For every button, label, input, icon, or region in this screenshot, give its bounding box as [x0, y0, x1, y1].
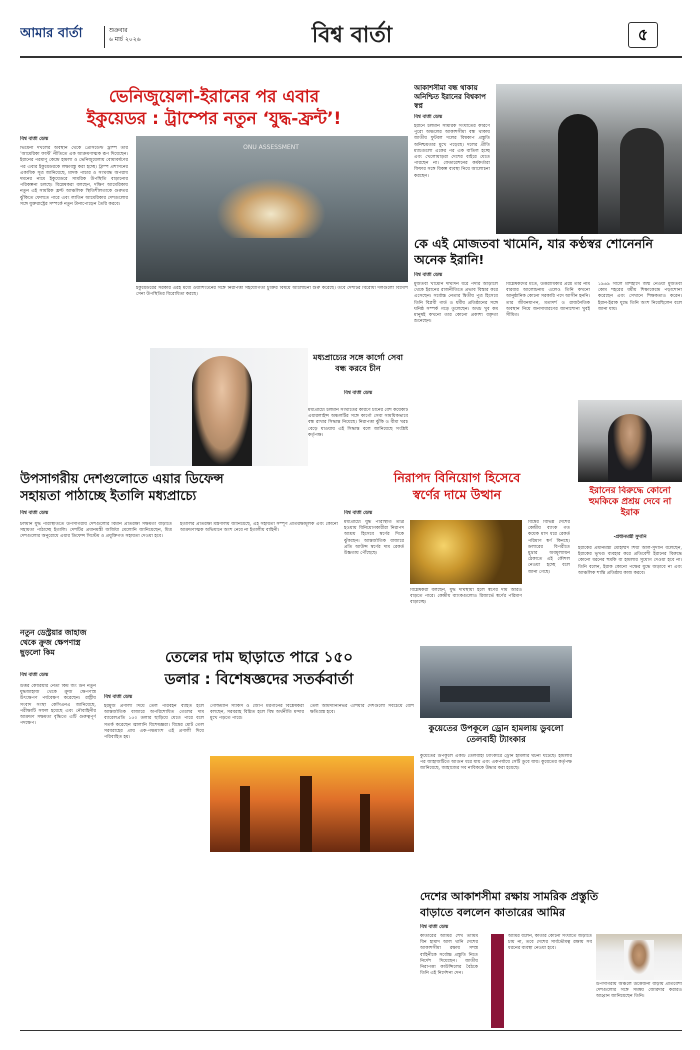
qatar-flag-photo: [482, 934, 504, 1028]
article-body-col3: বিশ্বের বিভিন্ন দেশের কেন্দ্রীয় ব্যাংক গত কয়েক মাস ধরে রেকর্ড পরিমাণ স্বর্ণ কিনছে। ডলারের বিপরীতে মুদ্রার অবমূল্যায়ন ঠেকাতে এই কৌশল নেওয়া হচ্ছে বলে জানা গেছে।: [528, 520, 570, 575]
tower: [300, 776, 312, 852]
tanker-shape: [440, 686, 550, 702]
article-khamenei: [414, 236, 682, 396]
byline: বিশ্ব বার্তা ডেস্ক: [20, 511, 49, 516]
article-kuwait: [420, 646, 572, 782]
meloni-photo: [150, 348, 308, 466]
article-body: কুয়েতের উপকূলে একটি তেলবাহী ট্যাংকারে ড্রোন হামলার ঘটনা ঘটেছে। হামলার পর জাহাজটিতে আগুন ধরে যায় এবং একপর্যায়ে সেটি ডুবে যায়। কুয়েতের কর্তৃপক্ষ জানিয়েছে, জাহাজের সব নাবিককে উদ্ধার করা হয়েছে।: [420, 754, 572, 772]
issue-date: [104, 26, 164, 48]
article-gold: [344, 470, 570, 646]
khamenei-photo: [496, 84, 682, 234]
headline-line-2: স্বর্ণের দামে উত্থান: [412, 487, 502, 502]
article-iran-worldcup: [414, 84, 490, 234]
article-qatar: [420, 888, 682, 1028]
article-body: উত্তর কোরিয়ার নেতা কিম জং উন নতুন যুদ্ধজাহাজ থেকে ক্রুজ ক্ষেপণাস্ত্র উৎক্ষেপণ পর্যবেক্ষণ করেছেন। রাষ্ট্রীয় সংবাদ সংস্থা কেসিএনএ জানিয়েছে, পরীক্ষাটি সফল হয়েছে এবং নৌবাহিনীর আক্রমণ সক্ষমতা বৃদ্ধিতে এটি গুরুত্বপূর্ণ পদক্ষেপ।: [20, 684, 96, 727]
article-body-col2: ইকুয়েডরের সরকার এরই মধ্যে ওয়াশিংটনের সঙ্গে নিরাপত্তা সহযোগিতা চুক্তির বিষয়ে আলোচনা শুরু করেছে। তবে দেশটির বিরোধী দলগুলো বিদেশি সেনা উপস্থিতির বিরোধিতা করছে।: [136, 286, 408, 298]
article-iraq: [578, 486, 682, 736]
article-body-col2: বিশ্লেষকদের মতে, উত্তরাধিকার প্রশ্নে তার নাম বারবার আলোচনায় এলেও তিনি কখনো আনুষ্ঠানিক কোনো সরকারি পদে আসীন হননি। তার জীবনযাপন, মতাদর্শ ও রাজনৈতিক অবস্থান নিয়ে জনসাধারণের জানাশোনা খুবই সীমিত।: [506, 282, 590, 319]
article-italy: [20, 470, 338, 620]
article-body-col2: বিশ্লেষকরা বলছেন, যুদ্ধ দীর্ঘস্থায়ী হলে স্বর্ণের দাম আরও বাড়তে পারে। কেন্দ্রীয় ব্যাংকগুলোও রিজার্ভে স্বর্ণের পরিমাণ বাড়াচ্ছে।: [410, 588, 522, 606]
sudani-photo: [578, 400, 682, 482]
headline: কুয়েতের উপকূলে ড্রোন হামলায় ডুবলো তেলবাহী ট্যাংকার: [428, 724, 564, 745]
gold-photo: [410, 520, 522, 584]
masthead: [20, 14, 682, 60]
headline: ইরানের বিরুদ্ধে কোনো হুমকিকে প্রশ্রয় দেবে না ইরাক: [588, 486, 672, 518]
tower: [360, 794, 370, 852]
byline: বিশ্ব বার্তা ডেস্ক: [414, 273, 443, 278]
headline: কে এই মোজতবা খামেনি, যার কণ্ঠস্বর শোনেননি অনেক ইরানি!: [414, 236, 653, 267]
headline: আকাশসীমা বন্ধ থাকায় অনিশ্চিত ইরানের বিশ্বকাপ স্বপ্ন: [414, 84, 486, 110]
face: [192, 356, 252, 466]
article-body-col1: মুজতবা খামেনি দীর্ঘদিন ধরে পর্দার আড়ালে থেকে ইরানের রাজনীতিতে প্রভাব বিস্তার করে এসেছেন। সর্বোচ্চ নেতার দ্বিতীয় পুত্র হিসেবে তিনি বিপ্লবী গার্ড ও ধর্মীয় প্রতিষ্ঠানের সঙ্গে ঘনিষ্ঠ সম্পর্ক গড়ে তুলেছেন। অথচ খুব কম মানুষই কখনো তার কোনো প্রকাশ্য বক্তৃতা শুনেছেন।: [414, 282, 498, 325]
byline: -প্রধানমন্ত্রী সুদানি: [613, 535, 647, 540]
article-body-col3: উপসাগরীয় অঞ্চলে উত্তেজনা বাড়ায় প্রতিবেশী দেশগুলোর সঙ্গে সমন্বয় জোরদার করারও আহ্বান জানিয়েছেন তিনি।: [596, 982, 682, 1000]
emir-photo: [596, 934, 682, 980]
logo: আমার বার্তা: [20, 26, 83, 41]
byline: বিশ্ব বার্তা ডেস্ক: [343, 391, 373, 396]
face: [624, 940, 654, 980]
headline-line-1: তেলের দাম ছাড়াতে পারে ১৫০: [164, 648, 354, 666]
byline: বিশ্ব বার্তা ডেস্ক: [344, 511, 373, 516]
headline: মধ্যপ্রাচ্যের সঙ্গে কার্গো সেবা বন্ধ করবে চীন: [313, 353, 403, 373]
article-body-col1: চলমান যুদ্ধ পরিস্থিতিতে উপসাগরীয় দেশগুলোর বিমান প্রতিরক্ষা সক্ষমতা বাড়াতে সহায়তা পাঠাচ্ছে ইতালি। দেশটির প্রধানমন্ত্রী জর্জিয়া মেলোনি জানিয়েছেন, মিত্র দেশগুলোর অনুরোধে এয়ার ডিফেন্স সিস্টেম ও প্রযুক্তিগত সহায়তা দেওয়া হবে।: [20, 522, 172, 540]
headline-line-2: ইকুয়েডর : ট্রাম্পের নতুন ‘যুদ্ধ-ফ্রন্ট’!: [86, 109, 342, 128]
headline: নতুন ডেস্ট্রয়ার জাহাজ থেকে ক্রুজ ক্ষেপণাস্ত্র ছুড়লো কিম: [20, 628, 87, 657]
article-oil: [104, 646, 414, 886]
page-number: ৫: [628, 22, 658, 48]
headline-line-2: সহায়তা পাঠাচ্ছে ইতালি মধ্যপ্রাচ্যে: [20, 489, 197, 503]
issue-date-text: ৬ মার্চ ২০২৬: [109, 36, 141, 43]
article-body-col2: আমির বলেন, কাতার কোনো সংঘাতে জড়াতে চায় না, তবে দেশের সার্বভৌমত্ব রক্ষায় সব ধরনের ব্যবস্থা নেওয়া হবে।: [508, 934, 592, 952]
photo-caption: ONU ASSESSMENT: [243, 144, 299, 151]
article-body-col2: ইতালির প্রতিরক্ষা মন্ত্রণালয় জানিয়েছে, এই সহায়তা সম্পূর্ণ প্রতিরক্ষামূলক এবং কোনো আক্রমণাত্মক অভিযানে অংশ নেবে না ইতালীয় বাহিনী।: [180, 522, 338, 534]
byline: বিশ্ব বার্তা ডেস্ক: [20, 137, 49, 142]
article-body-col1: ভিয়েনা দখলের অবস্থান থেকে প্রেসিডেন্ট ট্রাম্প তার ‘আমেরিকা ফার্স্ট’ নীতিতে এক আক্রমণাত্মক রূপ দিয়েছেন। ইরানের পরমাণু কেন্দ্রে হামলা ও ভেনিজুয়েলায় বোমাবর্ষণের পর এবার ইকুয়েডরকে লক্ষ্যবস্তু করা হচ্ছে। ট্রাম্প প্রশাসনের একাধিক সূত্র জানিয়েছে, মাদক পাচার ও সংঘবদ্ধ অপরাধ দমনের নামে ইকুয়েডরে সামরিক উপস্থিতি বাড়ানোর পরিকল্পনা চলছে। বিশ্লেষকরা বলছেন, দক্ষিণ আমেরিকায় নতুন এই সামরিক ফ্রন্ট আঞ্চলিক স্থিতিশীলতাকে গুরুতর ঝুঁকিতে ফেলতে পারে এবং লাতিন আমেরিকার দেশগুলোর সঙ্গে যুক্তরাষ্ট্রের সম্পর্কে নতুন টানাপোড়েন তৈরি করবে।: [20, 146, 128, 207]
figure: [620, 128, 664, 234]
tanker-photo: [420, 646, 572, 718]
oil-refinery-photo: [210, 756, 414, 852]
masthead-rule: [20, 56, 682, 58]
headline-line-1: নিরাপদ বিনিয়োগ হিসেবে: [393, 470, 521, 485]
article-body-col1: মধ্যপ্রাচ্যে যুদ্ধ পরিস্থিতি তীব্র হওয়ায় বিনিয়োগকারীরা নিরাপদ আশ্রয় হিসেবে স্বর্ণের দিকে ঝুঁকছেন। আন্তর্জাতিক বাজারে প্রতি আউন্স স্বর্ণের দাম রেকর্ড উচ্চতায় পৌঁছেছে।: [344, 520, 404, 557]
byline: বিশ্ব বার্তা ডেস্ক: [420, 925, 449, 930]
headline-line-2: ডলার : বিশেষজ্ঞদের সতর্কবার্তা: [164, 670, 354, 688]
page-bottom-rule: [20, 1030, 682, 1031]
missile-photo: [136, 136, 408, 282]
byline: বিশ্ব বার্তা ডেস্ক: [414, 115, 443, 120]
byline: বিশ্ব বার্তা ডেস্ক: [104, 695, 133, 700]
figure: [558, 114, 598, 234]
article-body-col1: কাতারের আমির শেখ তামিম বিন হামাদ আল থানি দেশের আকাশসীমা রক্ষায় সশস্ত্র বাহিনীকে সর্বোচ্চ প্রস্তুতি নিতে নির্দেশ দিয়েছেন। জাতীয় নিরাপত্তা কাউন্সিলের বৈঠকে তিনি এই নির্দেশনা দেন।: [420, 934, 478, 977]
article-body: ইরানে চলমান সামরিক সংঘাতের কারণে পুরো অঞ্চলের আকাশসীমা বন্ধ থাকায় জাতীয় ফুটবল দলের বিশ্বকাপ প্রস্তুতি অনিশ্চয়তার মুখে পড়েছে। দলের প্রীতি ম্যাচগুলো একের পর এক বাতিল হচ্ছে এবং খেলোয়াড়রা দেশের বাইরে যেতে পারছেন না। ফেডারেশনের কর্মকর্তারা ফিফার সঙ্গে বিকল্প ব্যবস্থা নিয়ে আলোচনা করছেন।: [414, 124, 490, 179]
tower: [240, 786, 250, 852]
byline: বিশ্ব বার্তা ডেস্ক: [20, 673, 49, 678]
face: [608, 414, 652, 482]
china-article-body: মধ্যপ্রাচ্যে চলমান সংঘাতের কারণে চীনের বেশ কয়েকটি এয়ারলাইন্স অঞ্চলটির সঙ্গে কার্গো সেবা সাময়িকভাবে বন্ধ রাখার সিদ্ধান্ত নিয়েছে। নিরাপত্তা ঝুঁকি ও বীমা খরচ বেড়ে যাওয়ায় এই সিদ্ধান্ত বলে জানিয়েছে সংশ্লিষ্ট কর্তৃপক্ষ।: [308, 408, 408, 438]
article-body-col2: গোল্ডম্যান স্যাকস ও জেপি মরগানের বিশ্লেষকরা বলছেন, সরবরাহ বিঘ্নিত হলে বিশ্ব অর্থনীতি মন্দার মুখে পড়তে পারে।: [210, 704, 304, 722]
missile-shape: [216, 178, 326, 238]
section-title: বিশ্ব বার্তা: [311, 23, 393, 48]
headline-line-1: ভেনিজুয়েলা-ইরানের পর এবার: [108, 87, 320, 106]
article-body-col3: ১৯৬৯ সালে মাশহাদে জন্ম নেওয়া মুজতবা কোম শহরের ধর্মীয় শিক্ষাকেন্দ্রে পড়াশোনা করেছেন এবং সেখানে শিক্ষকতাও করেন। ইরান-ইরাক যুদ্ধে তিনি অংশ নিয়েছিলেন বলে জানা যায়।: [598, 282, 682, 312]
issue-day: শুক্রবার: [109, 27, 128, 34]
article-body-col3: তেল আমদানিনির্ভর এশিয়ার দেশগুলো সবচেয়ে বেশি ক্ষতিগ্রস্ত হবে।: [310, 704, 414, 716]
article-body-col1: হরমুজ প্রণালী দিয়ে তেল পরিবহন ব্যাহত হলে আন্তর্জাতিক বাজারে অপরিশোধিত তেলের দাম ব্যারেলপ্রতি ১৫০ ডলার ছাড়িয়ে যেতে পারে বলে সতর্ক করেছেন জ্বালানি বিশেষজ্ঞরা। বিশ্বের মোট তেল সরবরাহের প্রায় এক-পঞ্চমাংশ এই প্রণালী দিয়ে পরিবাহিত হয়।: [104, 704, 204, 741]
headline-line-2: বাড়াতে বললেন কাতারের আমির: [420, 906, 566, 919]
headline-line-1: উপসাগরীয় দেশগুলোতে এয়ার ডিফেন্স: [20, 472, 224, 486]
article-body: ইরাকের প্রধানমন্ত্রী মোহাম্মদ শিয়া আল-সুদানি বলেছেন, ইরাকের ভূখণ্ড ব্যবহার করে প্রতিবেশী ইরানের বিরুদ্ধে কোনো ধরনের হুমকি বা হামলার সুযোগ দেওয়া হবে না। তিনি বলেন, ইরাক কোনো পক্ষের যুদ্ধে জড়াবে না এবং আঞ্চলিক শান্তি প্রতিষ্ঠায় কাজ করবে।: [578, 546, 682, 576]
article-kim: [20, 628, 96, 1008]
article-venezuela: [20, 84, 408, 346]
headline-line-1: দেশের আকাশসীমা রক্ষায় সামরিক প্রস্তুতি: [420, 890, 599, 903]
